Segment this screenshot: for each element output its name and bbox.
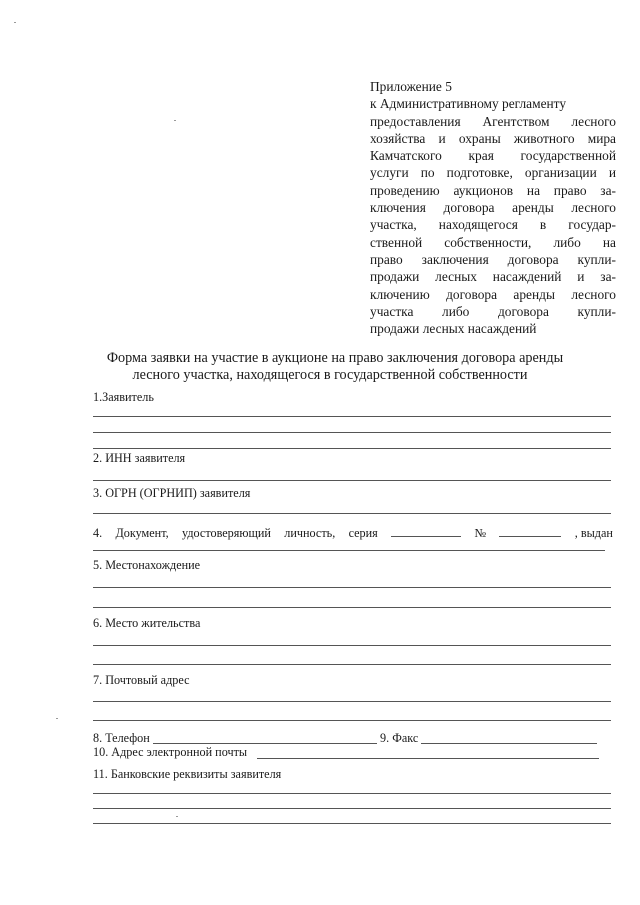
email-label: 10. Адрес электронной почты	[93, 745, 248, 759]
form-title	[0, 350, 640, 384]
inn-field-line[interactable]	[93, 480, 611, 481]
scan-speck	[176, 816, 178, 817]
bank-details-label: 11. Банковские реквизиты заявителя	[93, 767, 282, 781]
identity-document-row	[93, 524, 613, 540]
annex-line: участка либо договора купли-	[370, 303, 616, 319]
annex-line: участка, находящегося в государ-	[370, 217, 616, 233]
email-field-line[interactable]	[257, 758, 599, 759]
annex-line: ключения договора аренды лесного	[370, 200, 616, 216]
identity-document-word: удостоверяющий	[182, 526, 271, 540]
identity-document-number: 4.	[93, 526, 103, 540]
residence-field-line[interactable]	[93, 645, 611, 646]
location-label: 5. Местонахождение	[93, 558, 201, 572]
applicant-field-line[interactable]	[93, 448, 611, 449]
applicant-label: 1.Заявитель	[93, 390, 154, 404]
location-field-line[interactable]	[93, 587, 611, 588]
annex-line: к Административному регламенту	[370, 96, 567, 112]
identity-document-word: личность,	[284, 526, 336, 540]
scan-speck	[14, 22, 16, 23]
form-title-line-2: лесного участка, находящегося в государственной собственности	[132, 367, 528, 383]
ogrn-field-line[interactable]	[93, 513, 611, 514]
residence-label: 6. Место жительства	[93, 616, 201, 630]
postal-address-field-line[interactable]	[93, 701, 611, 702]
annex-line: предоставления Агентством лесного	[370, 113, 616, 129]
bank-details-field-line[interactable]	[93, 823, 611, 824]
postal-address-label: 7. Почтовый адрес	[93, 673, 190, 687]
fax-label: 9. Факс	[380, 731, 419, 745]
applicant-field-line[interactable]	[93, 432, 611, 433]
bank-details-field-line[interactable]	[93, 793, 611, 794]
annex-header	[370, 78, 616, 337]
annex-line: продажи лесных насаждений и за-	[370, 269, 616, 285]
identity-number-label: №	[474, 526, 487, 540]
phone-field-line[interactable]	[153, 743, 377, 744]
residence-field-line[interactable]	[93, 664, 611, 665]
fax-field-line[interactable]	[421, 743, 597, 744]
identity-number-field[interactable]	[499, 524, 561, 537]
scan-speck	[56, 718, 58, 719]
annex-line: хозяйства и охраны животного мира	[370, 130, 616, 146]
applicant-field-line[interactable]	[93, 416, 611, 417]
annex-line: Камчатского края государственной	[370, 148, 616, 164]
annex-line: проведению аукционов на право за-	[370, 182, 616, 198]
annex-line: ственной собственности, либо на	[370, 234, 616, 250]
inn-label: 2. ИНН заявителя	[93, 451, 186, 465]
annex-line: услуги по подготовке, организации и	[370, 165, 616, 181]
ogrn-label: 3. ОГРН (ОГРНИП) заявителя	[93, 486, 251, 500]
identity-issued-field-line[interactable]	[93, 550, 605, 551]
identity-issued-label: , выдан	[574, 526, 613, 540]
identity-document-word: Документ,	[115, 526, 169, 540]
bank-details-field-line[interactable]	[93, 808, 611, 809]
postal-address-field-line[interactable]	[93, 720, 611, 721]
scan-speck	[174, 120, 176, 121]
annex-line: право заключения договора купли-	[370, 251, 616, 267]
annex-line: продажи лесных насаждений	[370, 321, 537, 337]
annex-line: Приложение 5	[370, 79, 452, 94]
identity-series-field[interactable]	[391, 524, 461, 537]
phone-label: 8. Телефон	[93, 731, 150, 745]
identity-series-label: серия	[348, 526, 378, 540]
form-title-line-1: Форма заявки на участие в аукционе на право заключения договора аренды	[106, 350, 564, 366]
location-field-line[interactable]	[93, 607, 611, 608]
annex-line: ключению договора аренды лесного	[370, 286, 616, 302]
